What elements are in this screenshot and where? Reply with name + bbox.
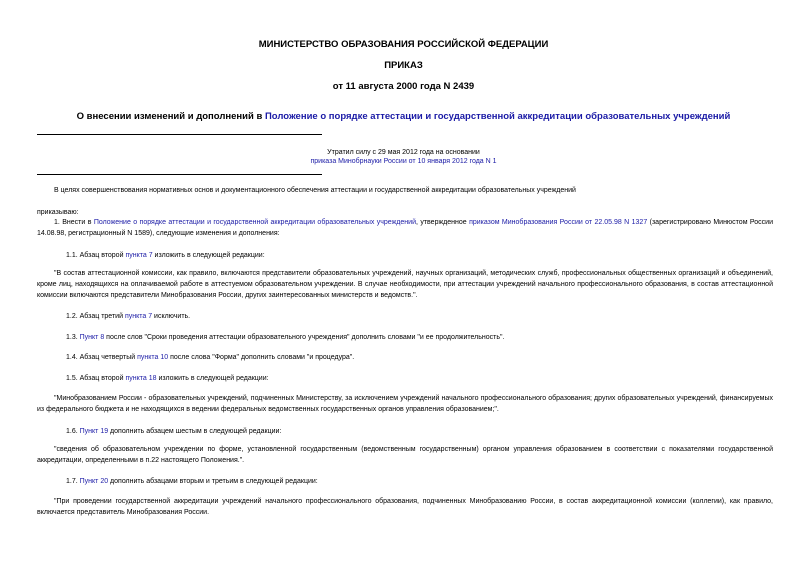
paragraph-1-5-text-b: изложить в следующей редакции:: [156, 375, 269, 382]
paragraph-1-7: [66, 476, 766, 487]
paragraph-1-3-text-b: после слов "Сроки проведения аттестации образовательного учреждения" дополнить словами "и ее продолжительность".: [104, 334, 505, 341]
point-8-link[interactable]: Пункт 8: [79, 334, 105, 341]
paragraph-1-5: [66, 373, 766, 384]
paragraph-1: [37, 217, 773, 239]
paragraph-1-7-text-b: дополнить абзацами вторым и третьим в следующей редакции:: [108, 478, 318, 485]
paragraph-1-4-text-a: 1.4. Абзац четвертый: [66, 354, 138, 361]
intro-paragraph: В целях совершенствования нормативных основ и документационного обеспечения аттестации и государственной аккредитации образовательных учреждений: [54, 187, 576, 194]
point-10-link[interactable]: пункта 10: [137, 354, 169, 361]
point-19-link[interactable]: Пункт 19: [79, 428, 109, 435]
divider-top: [37, 134, 322, 135]
paragraph-1-4: [66, 352, 766, 363]
paragraph-1-4-text-b: после слова "Форма" дополнить словами "и процедура".: [168, 354, 355, 361]
status-note-line2: [0, 158, 807, 165]
paragraph-1-2-text-b: исключить.: [152, 313, 191, 320]
paragraph-1-1-text-a: 1.1. Абзац второй: [66, 252, 126, 259]
repeal-order-link[interactable]: приказа Минобрнауки России от 10 января 2012 года N 1: [310, 158, 497, 165]
paragraph-1-3: [66, 332, 766, 343]
paragraph-1-3-text-a: 1.3.: [66, 334, 80, 341]
quote-1: "В состав аттестационной комиссии, как правило, включаются представители образовательных учреждений, научных организаций, методических служб, профессиональных общественных организаций и объединений, кроме лиц, находящихся на оплачиваемой работе в аттестуемом образовательном учреждении. В случае необходимости, при аттестации учреждений начального профессионального образования, в состав аттестационной комиссии включаются представители Минобразования России, других заинтересованных министерств и ведомств.".: [37, 270, 773, 299]
paragraph-1-6-text-b: дополнить абзацем шестым в следующей редакции:: [108, 428, 282, 435]
paragraph-1-text-b: , утвержденное: [415, 219, 470, 226]
quote-4: "При проведении государственной аккредитации учреждений начального профессионального образования, подчиненных Минобразованию России, в состав аккредитационной комиссии (коллегии), как правило, включается представитель Минобразования России.: [37, 498, 773, 516]
point-20-link[interactable]: Пункт 20: [79, 478, 109, 485]
paragraph-1-5-text-a: 1.5. Абзац второй: [66, 375, 126, 382]
ministry-name: МИНИСТЕРСТВО ОБРАЗОВАНИЯ РОССИЙСКОЙ ФЕДЕРАЦИИ: [258, 39, 549, 50]
paragraph-1-6: [66, 426, 766, 437]
document-date-number: от 11 августа 2000 года N 2439: [332, 81, 475, 92]
order-1327-link[interactable]: приказом Минобразования России от 22.05.98 N 1327: [469, 219, 648, 226]
paragraph-1-2: [66, 311, 766, 322]
paragraph-1-7-text-a: 1.7.: [66, 478, 80, 485]
title-prefix: О внесении изменений и дополнений в: [76, 111, 265, 122]
status-note-text: Утратил силу с 29 мая 2012 года на основании: [327, 149, 480, 156]
document-type: ПРИКАЗ: [384, 60, 423, 71]
title-regulation-link[interactable]: Положение о порядке аттестации и государственной аккредитации образовательных учреждений: [264, 111, 731, 122]
paragraph-1-6-text-a: 1.6.: [66, 428, 80, 435]
point-7-link-2[interactable]: пункта 7: [124, 313, 153, 320]
paragraph-1-text-a: 1. Внести в: [54, 219, 94, 226]
paragraph-1-1-text-b: изложить в следующей редакции:: [152, 252, 265, 259]
point-18-link[interactable]: пункта 18: [125, 375, 157, 382]
quote-3: "сведения об образовательном учреждении по форме, установленной государственным (ведомственным государственным) органом управления образованием в соответствии с показателями государственной аккредитации, определенными в п.22 настоящего Положения.".: [37, 446, 773, 464]
divider-bottom: [37, 174, 322, 175]
paragraph-1-text-c: (зарегистрировано Минюстом России 14.08.98, регистрационный N 1589), следующие изменения и дополнения:: [37, 219, 773, 237]
point-7-link[interactable]: пункта 7: [125, 252, 153, 259]
order-word: приказываю:: [37, 209, 79, 216]
paragraph-1-2-text-a: 1.2. Абзац третий: [66, 313, 125, 320]
paragraph-1-1: [66, 250, 766, 261]
regulation-link[interactable]: Положение о порядке аттестации и государственной аккредитации образовательных учреждений: [93, 219, 416, 226]
quote-2: "Минобразованием России - образовательных учреждений, подчиненных Министерству, за исключением учреждений начального профессионального образования; других образовательных учреждений, финансируемых из федерального бюджета и не находящихся в ведении федеральных ведомственных государственных органов управления образованием;".: [37, 395, 773, 413]
document-title: [0, 111, 807, 122]
